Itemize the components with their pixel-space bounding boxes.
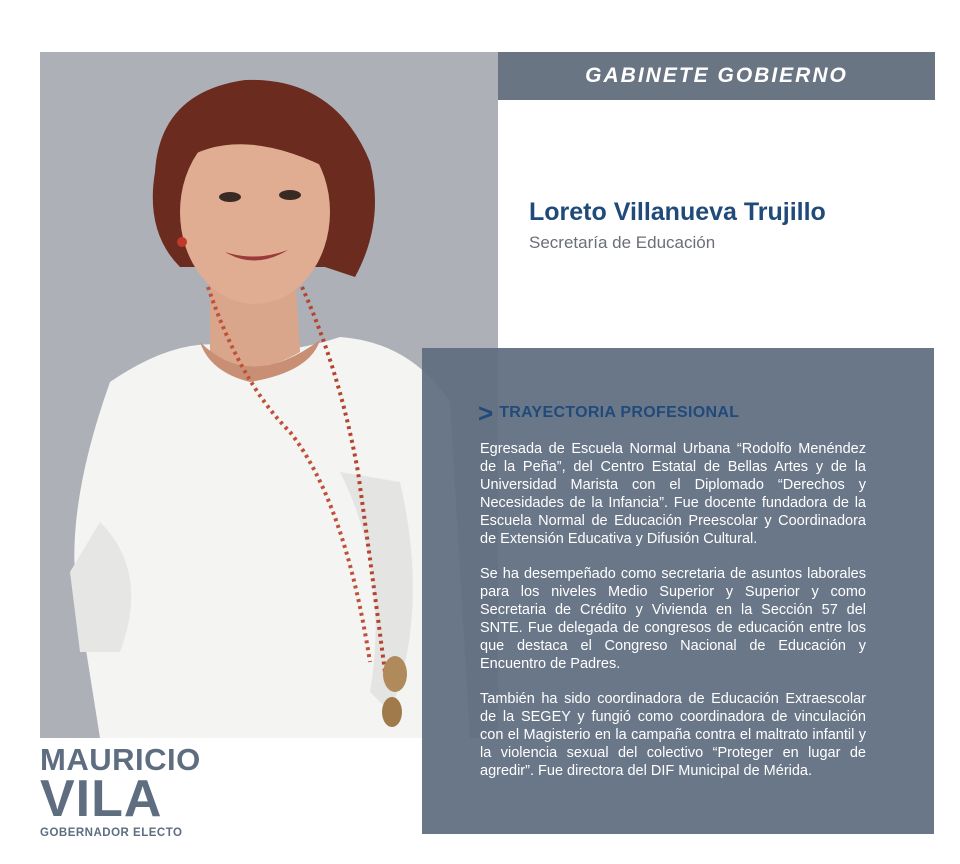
governor-logo xyxy=(40,742,201,839)
official-name: Loreto Villanueva Trujillo xyxy=(529,198,826,226)
header-band xyxy=(498,52,935,100)
bio-paragraph: También ha sido coordinadora de Educación Extraescolar de la SEGEY y fungió como coordinadora de vinculación con el Magisterio en la campaña contra el maltrato infantil y la violencia sexual del colectivo “Proteger en lugar de agredir”. Fue directora del DIF Municipal de Mérida. xyxy=(480,691,866,779)
section-title: TRAYECTORIA PROFESIONAL xyxy=(499,404,740,421)
logo-line-1: MAURICIO xyxy=(40,742,201,777)
bio-text xyxy=(480,440,866,797)
header-title: GABINETE GOBIERNO xyxy=(585,64,848,87)
bio-paragraph: Se ha desempeñado como secretaria de asuntos laborales para los niveles Medio Superior y Superior y como Secretaria de Crédito y Vivienda en la Sección 57 del SNTE. Fue delegada de congresos de educación entre los que destaca el Congreso Nacional de Educación y Encuentro de Padres. xyxy=(480,566,866,672)
chevron-right-icon: > xyxy=(478,398,494,428)
logo-line-3: GOBERNADOR ELECTO xyxy=(40,827,183,839)
logo-line-2: VILA xyxy=(40,770,163,828)
bio-paragraph: Egresada de Escuela Normal Urbana “Rodolfo Menéndez de la Peña”, del Centro Estatal de Bellas Artes y de la Universidad Marista con el Diplomado “Derechos y Necesidades de la Infancia”. Fue docente fundadora de la Escuela Normal de Educación Preescolar y Coordinadora de Extensión Educativa y Difusión Cultural. xyxy=(480,441,866,547)
official-role: Secretaría de Educación xyxy=(529,233,716,252)
section-heading xyxy=(478,400,739,426)
